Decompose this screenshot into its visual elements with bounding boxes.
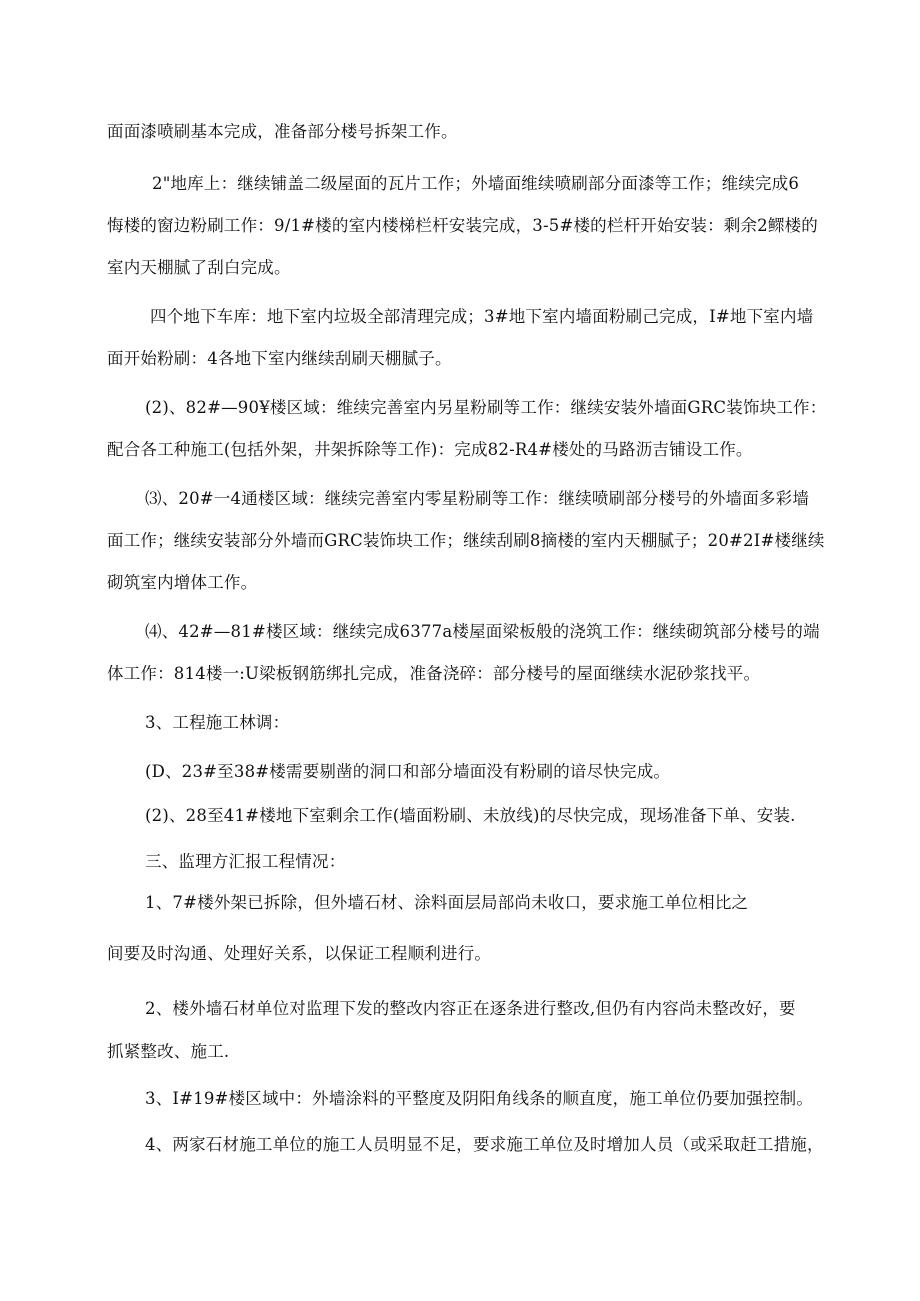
text-line-7: (2)、82#—90¥楼区域：维续完善室内另星粉刷等工作：继续安装外墙面GRC装饰块工作： xyxy=(145,398,827,417)
text-line-10: 面工作；继续安装部分外墙而GRC装饰块工作；继续刮刷8摘楼的室内天棚腻子；20#2I#楼继续 xyxy=(107,531,825,550)
text-line-12: ⑷、42#—81#楼区域：继续完成6377a楼屋面梁板般的浇筑工作：继续砌筑部分楼号的端 xyxy=(145,622,820,641)
text-line-19: 间要及时沟通、处理好关系，以保证工程顺利进行。 xyxy=(107,944,492,963)
text-line-16: (2)、28至41#楼地下室剩余工作(墙面粉刷、未放线)的尽快完成，现场准备下单、安装. xyxy=(145,806,796,825)
text-line-13: 体工作：814楼一:U梁板钢筋绑扎完成，准备浇碎：部分楼号的屋面继续水泥砂浆找平。 xyxy=(107,664,761,683)
text-line-6: 面开始粉刷：4各地下室内继续刮刷天棚腻子。 xyxy=(107,349,452,368)
text-line-1: 面面漆喷刷基本完成，准备部分楼号拆架工作。 xyxy=(107,122,458,141)
text-line-5: 四个地下车库：地下室内垃圾全部清理完成；3#地下室内墙面粉刷己完成，I#地下室内墙 xyxy=(150,307,814,326)
text-line-2: 2"地库上：继续铺盖二级屋面的瓦片工作；外墙面维续喷刷部分面漆等工作；维续完成6 xyxy=(152,174,800,193)
text-line-8: 配合各工种施工(包括外架，井架拆除等工作)：完成82-R4#楼处的马路沥吉铺设工作。 xyxy=(107,440,753,459)
text-line-14: 3、工程施工林调： xyxy=(145,713,290,732)
text-line-4: 室内天棚腻了刮白完成。 xyxy=(107,258,291,277)
text-line-22: 3、I#19#楼区域中：外墙涂料的平整度及阴阳角线条的顺直度，施工单位仍要加强控制。 xyxy=(145,1089,814,1108)
text-line-15: (D、23#至38#楼需要剔凿的洞口和部分墙面没有粉刷的谙尽快完成。 xyxy=(145,762,671,781)
text-line-23: 4、两家石材施工单位的施工人员明显不足，要求施工单位及时增加人员（或采取赶工措施， xyxy=(145,1135,824,1154)
text-line-21: 抓紧整改、施工. xyxy=(107,1042,230,1061)
text-line-17: 三、监理方汇报工程情况： xyxy=(145,852,346,871)
text-line-11: 砌筑室内增体工作。 xyxy=(107,573,258,592)
text-line-18: 1、7#楼外架已拆除，但外墙石材、涂料面层局部尚未收口，要求施工单位相比之 xyxy=(145,893,749,912)
text-line-9: ⑶、20#一4通楼区域：继续完善室内零星粉刷等工作：继续喷刷部分楼号的外墙面多彩墙 xyxy=(145,489,810,508)
text-line-20: 2、楼外墙石材单位对监理下发的整改内容正在逐条进行整改,但仍有内容尚未整改好，要 xyxy=(145,999,796,1018)
text-line-3: 悔楼的窗边粉刷工作：9/1#楼的室内楼梯栏杆安装完成，3-5#楼的栏杆开始安装：剩余2鳏楼的 xyxy=(107,216,818,235)
